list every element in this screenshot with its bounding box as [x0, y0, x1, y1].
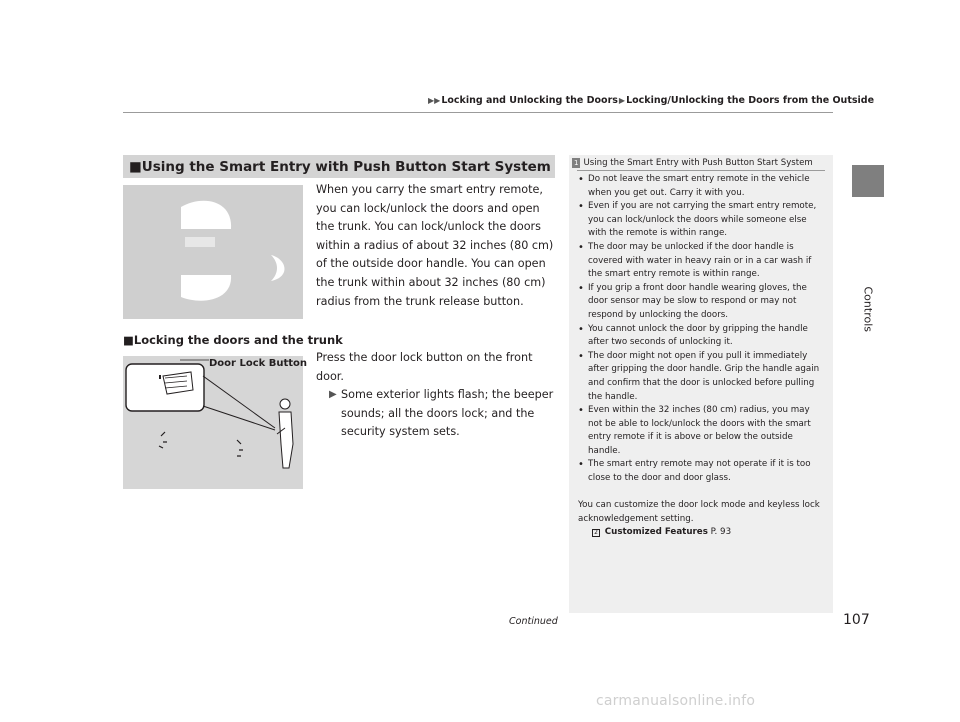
chapter-tab-marker: [852, 165, 884, 197]
list-item: • Even if you are not carrying the smart entry remote, you can lock/unlock the doors while someone else with the remote is within range.: [578, 200, 824, 241]
cross-reference-icon: 2: [592, 529, 600, 537]
page-number: 107: [843, 612, 870, 628]
car-range-icon: [123, 185, 303, 319]
cross-reference-title[interactable]: Customized Features: [604, 527, 708, 537]
list-item: • The door might not open if you pull it immediately after gripping the door handle. Grip the handle again and confirm that the door is unlocked before pulling the handle.: [578, 350, 824, 404]
side-note-title: [569, 155, 833, 170]
step-text: Press the door lock button on the front door.: [316, 351, 533, 383]
section-intro: When you carry the smart entry remote, you can lock/unlock the doors and open the trunk. You can lock/unlock the doors within a radius of about 32 inches (80 cm) of the outside door handle. You can open the trunk within about 32 inches (80 cm) radius from the trunk release button.: [316, 183, 554, 308]
cross-reference-page[interactable]: P. 93: [710, 527, 732, 537]
header-divider: [123, 112, 833, 113]
list-item: • You cannot unlock the door by gripping the handle after two seconds of unlocking it.: [578, 323, 824, 350]
list-item: • If you grip a front door handle wearing gloves, the door sensor may be slow to respond or may not respond by unlocking the doors.: [578, 282, 824, 323]
continued-label: Continued: [509, 616, 558, 627]
breadcrumb-arrow-icon: ▶▶: [428, 96, 441, 105]
side-note-list: [578, 173, 824, 486]
smart-entry-range-illustration: [123, 185, 303, 319]
side-note-customize-text: You can customize the door lock mode and keyless lock acknowledgement setting.: [578, 500, 820, 524]
section-heading: ■Using the Smart Entry with Push Button Start System: [123, 155, 555, 178]
step-instructions: [316, 349, 556, 442]
list-item: • Even within the 32 inches (80 cm) radius, you may not be able to lock/unlock the doors with the smart entry remote if it is above or below the outside handle.: [578, 404, 824, 458]
note-index-badge: 1: [574, 158, 579, 167]
figure-label-door-lock-button: Door Lock Button: [209, 358, 308, 369]
subsection-heading: ■Locking the doors and the trunk: [123, 333, 343, 347]
list-item: • The smart entry remote may not operate if it is too close to the door and door glass.: [578, 458, 824, 485]
step-result-text: Some exterior lights flash; the beeper sounds; all the doors lock; and the security system sets.: [341, 388, 554, 439]
result-arrow-icon: ▶: [329, 389, 337, 401]
door-lock-figure-icon: [123, 356, 303, 489]
watermark: carmanualsonline.info: [596, 693, 756, 709]
chapter-tab-label[interactable]: Controls: [861, 286, 875, 332]
breadcrumb-item[interactable]: Locking/Unlocking the Doors from the Outside: [626, 95, 875, 106]
side-note-title-text: Using the Smart Entry with Push Button Start System: [583, 157, 813, 168]
breadcrumb: [427, 95, 874, 106]
list-item: • Do not leave the smart entry remote in the vehicle when you get out. Carry it with you.: [578, 173, 824, 200]
cross-reference-link[interactable]: [592, 527, 731, 537]
breadcrumb-item[interactable]: Locking and Unlocking the Doors: [441, 95, 618, 106]
door-lock-button-illustration: [123, 356, 303, 489]
list-item: • The door may be unlocked if the door handle is covered with water in heavy rain or in a car wash if the smart entry remote is within range.: [578, 241, 824, 282]
step-result: [329, 386, 556, 442]
breadcrumb-arrow-icon: ▶: [618, 96, 626, 105]
side-note-divider: [577, 170, 825, 171]
